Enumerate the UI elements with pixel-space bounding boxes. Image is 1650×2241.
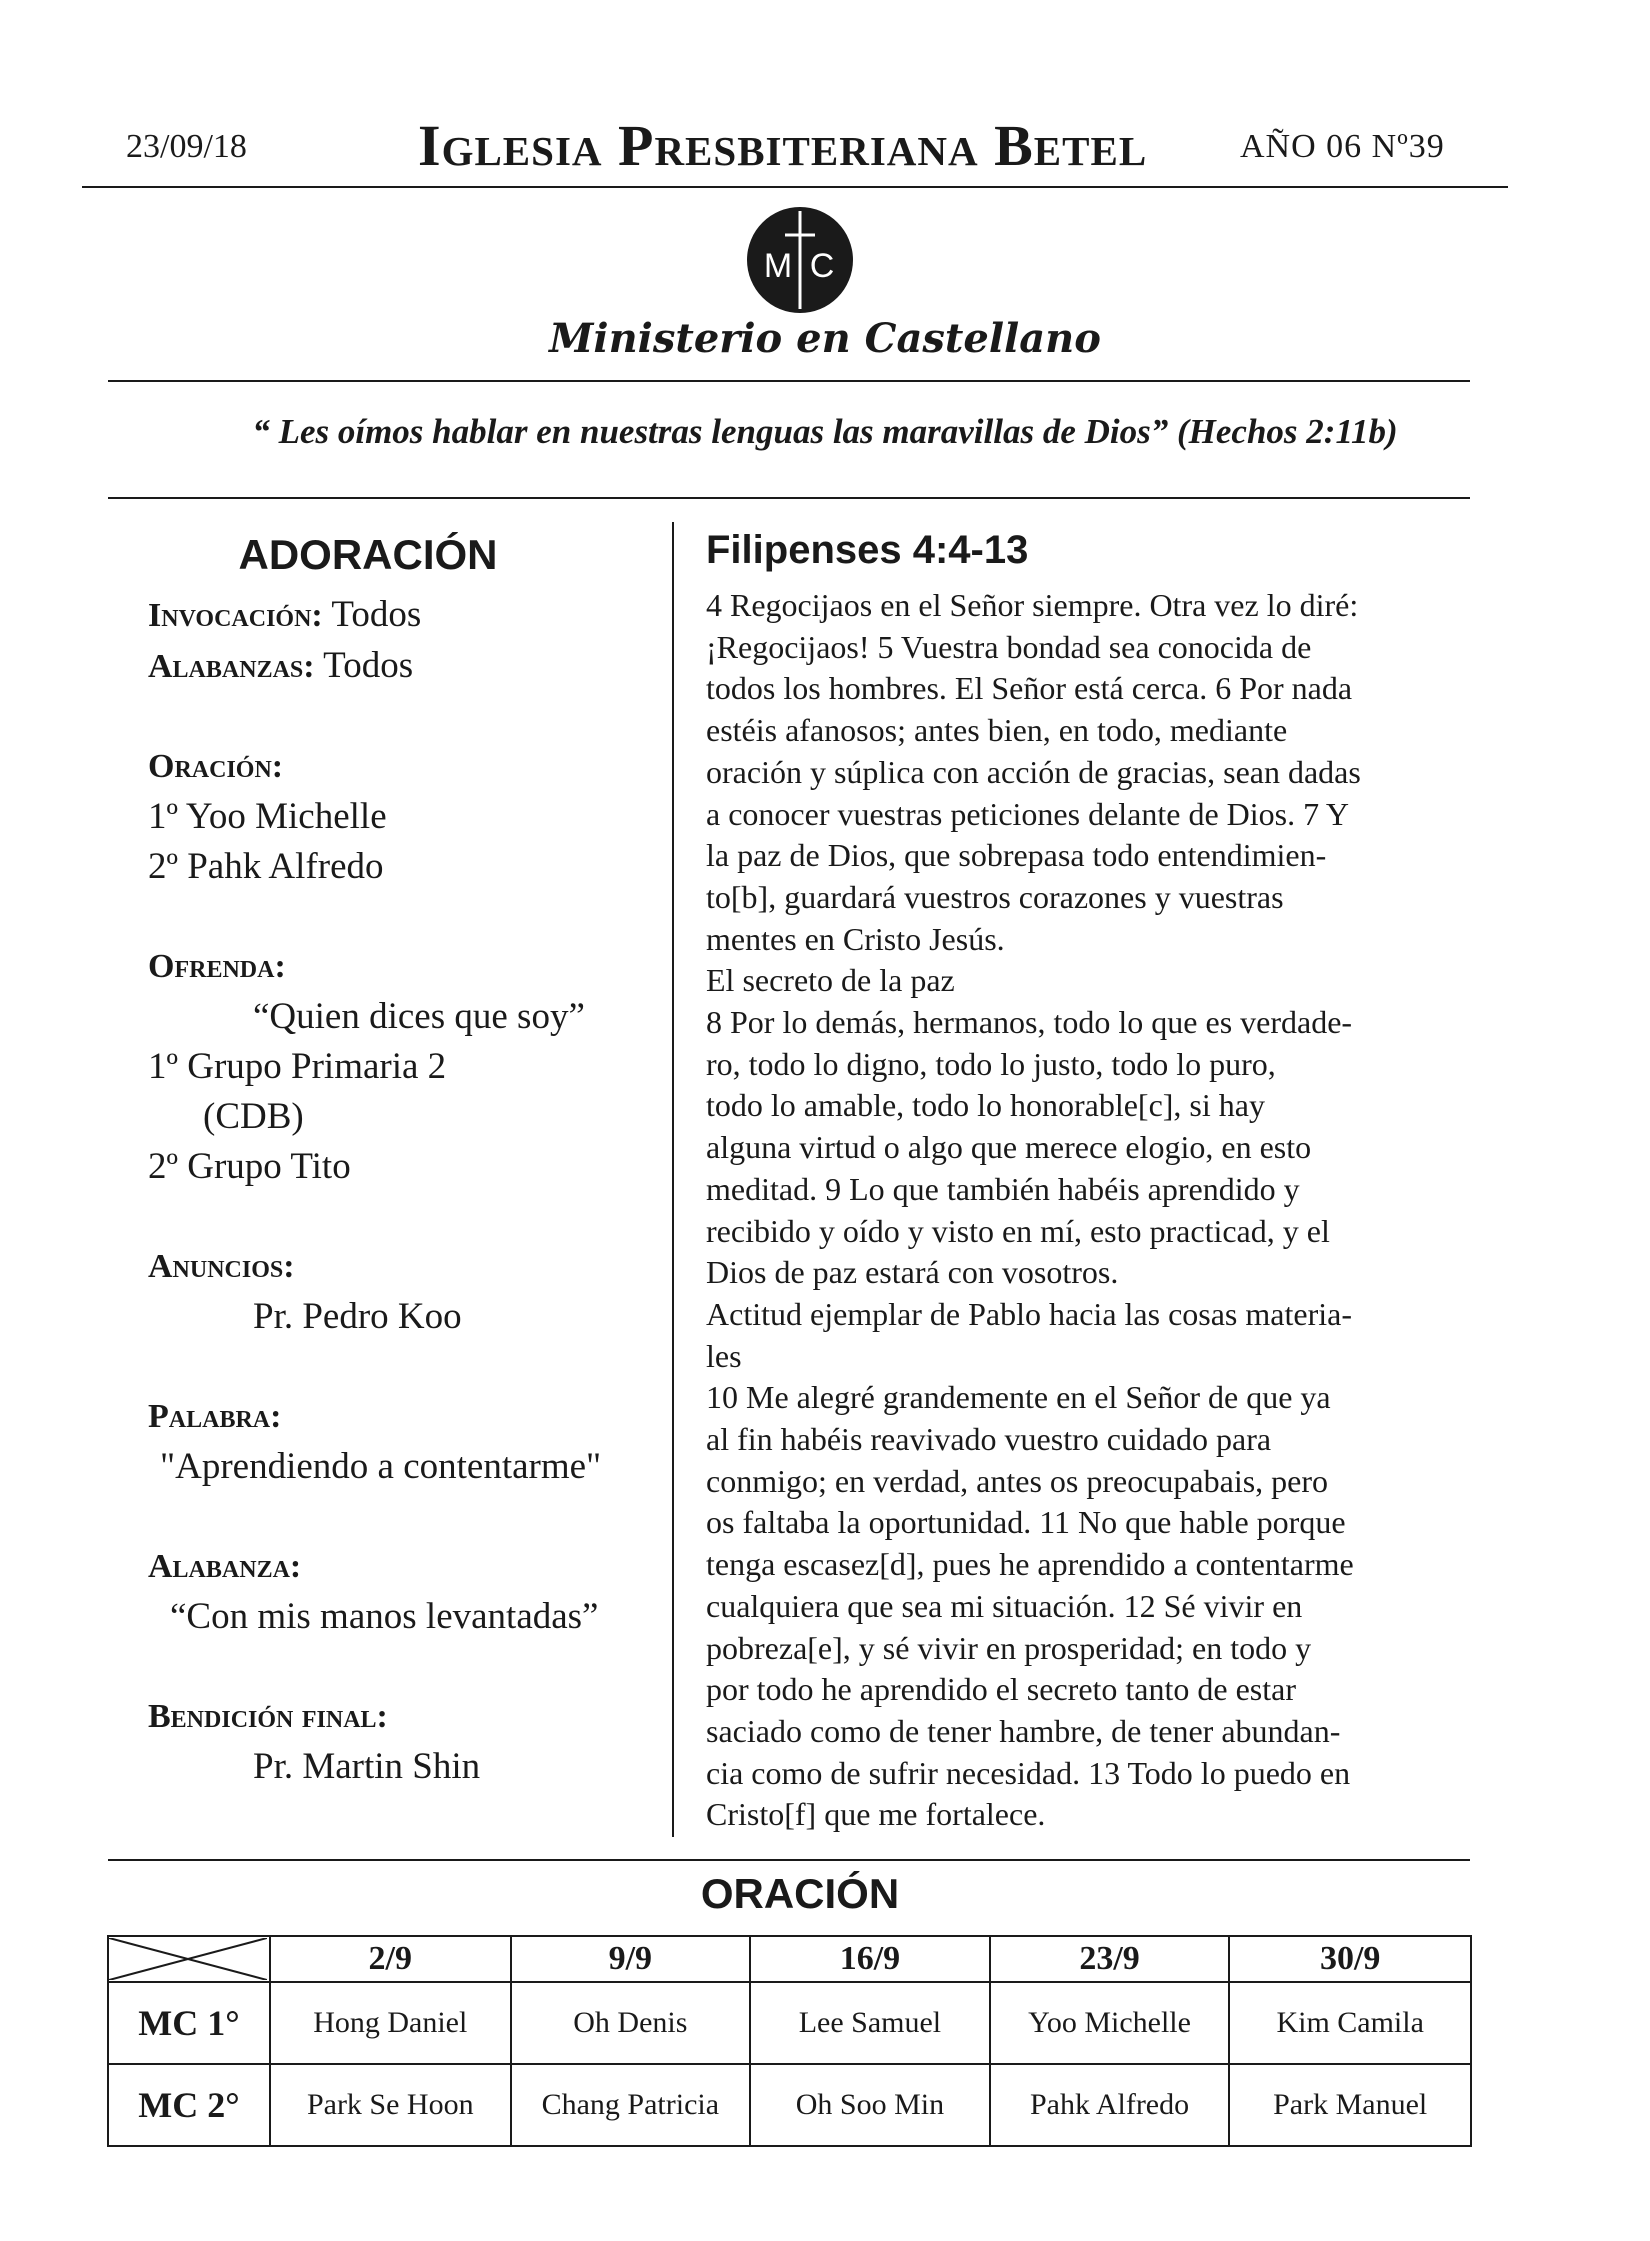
oracion-first: 1º Yoo Michelle (148, 796, 387, 837)
header-divider (82, 186, 1508, 188)
ofrenda-second: 2º Grupo Tito (148, 1146, 351, 1187)
palabra-value: "Aprendiendo a contentarme" (160, 1446, 602, 1487)
church-name: Iglesia Presbiteriana Betel (418, 113, 1148, 178)
oracion-second: 2º Pahk Alfredo (148, 846, 384, 887)
date-header: 23/9 (990, 1936, 1230, 1982)
row-label: MC 1° (108, 1982, 270, 2064)
table-cell: Park Se Hoon (270, 2064, 511, 2146)
column-divider (672, 522, 674, 1837)
alabanza-value: “Con mis manos levantadas” (170, 1596, 599, 1637)
ministry-name: Ministerio en Castellano (549, 315, 1101, 362)
bendicion-label: Bendición final: (148, 1698, 388, 1735)
invocacion-value: Todos (331, 594, 422, 635)
ofrenda-song: “Quien dices que soy” (253, 996, 585, 1037)
table-row (108, 2064, 1471, 2146)
reading-title: Filipenses 4:4-13 (706, 528, 1029, 572)
ofrenda-first: 1º Grupo Primaria 2 (148, 1046, 447, 1087)
table-cell: Oh Denis (511, 1982, 751, 2064)
crossed-cell-icon (109, 1938, 267, 1980)
reading-text: 4 Regocijaos en el Señor siempre. Otra vez lo diré: ¡Regocijaos! 5 Vuestra bondad sea conocida de todos los hombres. El Señor está cerca. 6 Por nada estéis afanosos; antes bien, en todo, mediante oración y súplica con acción de gracias, sean dadas a conocer vuestras peticiones delante de Dios. 7 Y la paz de Dios, que sobrepasa todo entendimien- to[b], guardará vuestros corazones y vuestras mentes en Cristo Jesús. El secreto de la paz 8 Por lo demás, hermanos, todo lo que es verdade- ro, todo lo digno, todo lo justo, todo lo puro, todo lo amable, todo lo honorable[c], si hay alguna virtud o algo que merece elogio, en esto meditad. 9 Lo que también habéis aprendido y recibido y oído y visto en mí, esto practicad, y el Dios de paz estará con vosotros. Actitud ejemplar de Pablo hacia las cosas materia- les 10 Me alegré grandemente en el Señor de que ya al fin habéis reavivado vuestro cuidado para conmigo; en verdad, antes os preocupabais, pero os faltaba la oportunidad. 11 No que hable porque tenga escasez[d], pues he aprendido a contentarme cualquiera que sea mi situación. 12 Sé vivir en pobreza[e], y sé vivir en prosperidad; en todo y por todo he aprendido el secreto tanto de estar saciado como de tener hambre, de tener abundan- cia como de sufrir necesidad. 13 Todo lo puedo en Cristo[f] que me fortalece. (706, 587, 1361, 1833)
ofrenda-label: Ofrenda: (148, 948, 286, 985)
issue-number: AÑO 06 Nº39 (1240, 128, 1445, 165)
alabanzas-line (148, 641, 668, 692)
prayer-schedule-title: ORACIÓN (700, 1870, 900, 1917)
table-header-row (108, 1936, 1471, 1982)
table-cell: Oh Soo Min (750, 2064, 990, 2146)
worship-title: ADORACIÓN (238, 531, 498, 578)
oracion-label: Oración: (148, 748, 284, 785)
ministry-logo-icon (745, 205, 855, 315)
footer-divider (108, 1859, 1470, 1861)
table-cell: Chang Patricia (511, 2064, 751, 2146)
svg-text:M: M (763, 247, 793, 285)
table-cell: Pahk Alfredo (990, 2064, 1230, 2146)
table-cell: Hong Daniel (270, 1982, 511, 2064)
table-cell: Park Manuel (1229, 2064, 1471, 2146)
alabanzas-value: Todos (323, 645, 414, 686)
bulletin-date: 23/09/18 (126, 128, 247, 165)
date-header: 16/9 (750, 1936, 990, 1982)
anuncios-value: Pr. Pedro Koo (253, 1296, 462, 1337)
palabra-label: Palabra: (148, 1398, 282, 1435)
alabanzas-label: Alabanzas: (148, 648, 315, 685)
table-cell: Lee Samuel (750, 1982, 990, 2064)
corner-cell (108, 1936, 270, 1982)
ministry-divider (108, 380, 1470, 382)
table-cell: Yoo Michelle (990, 1982, 1230, 2064)
invocacion-line (148, 590, 668, 641)
anuncios-label: Anuncios: (148, 1248, 295, 1285)
alabanza-label: Alabanza: (148, 1548, 302, 1585)
svg-text:C: C (809, 247, 835, 285)
invocacion-label: Invocación: (148, 597, 323, 634)
row-label: MC 2° (108, 2064, 270, 2146)
ofrenda-first-note: (CDB) (203, 1096, 304, 1137)
theme-verse: “ Les oímos hablar en nuestras lenguas las maravillas de Dios” (Hechos 2:11b) (252, 412, 1398, 451)
date-header: 9/9 (511, 1936, 751, 1982)
date-header: 2/9 (270, 1936, 511, 1982)
table-cell: Kim Camila (1229, 1982, 1471, 2064)
table-row (108, 1982, 1471, 2064)
verse-divider (108, 497, 1470, 499)
bendicion-value: Pr. Martin Shin (253, 1746, 481, 1787)
date-header: 30/9 (1229, 1936, 1471, 1982)
prayer-schedule-table (107, 1935, 1472, 2147)
order-of-worship (148, 530, 668, 1792)
